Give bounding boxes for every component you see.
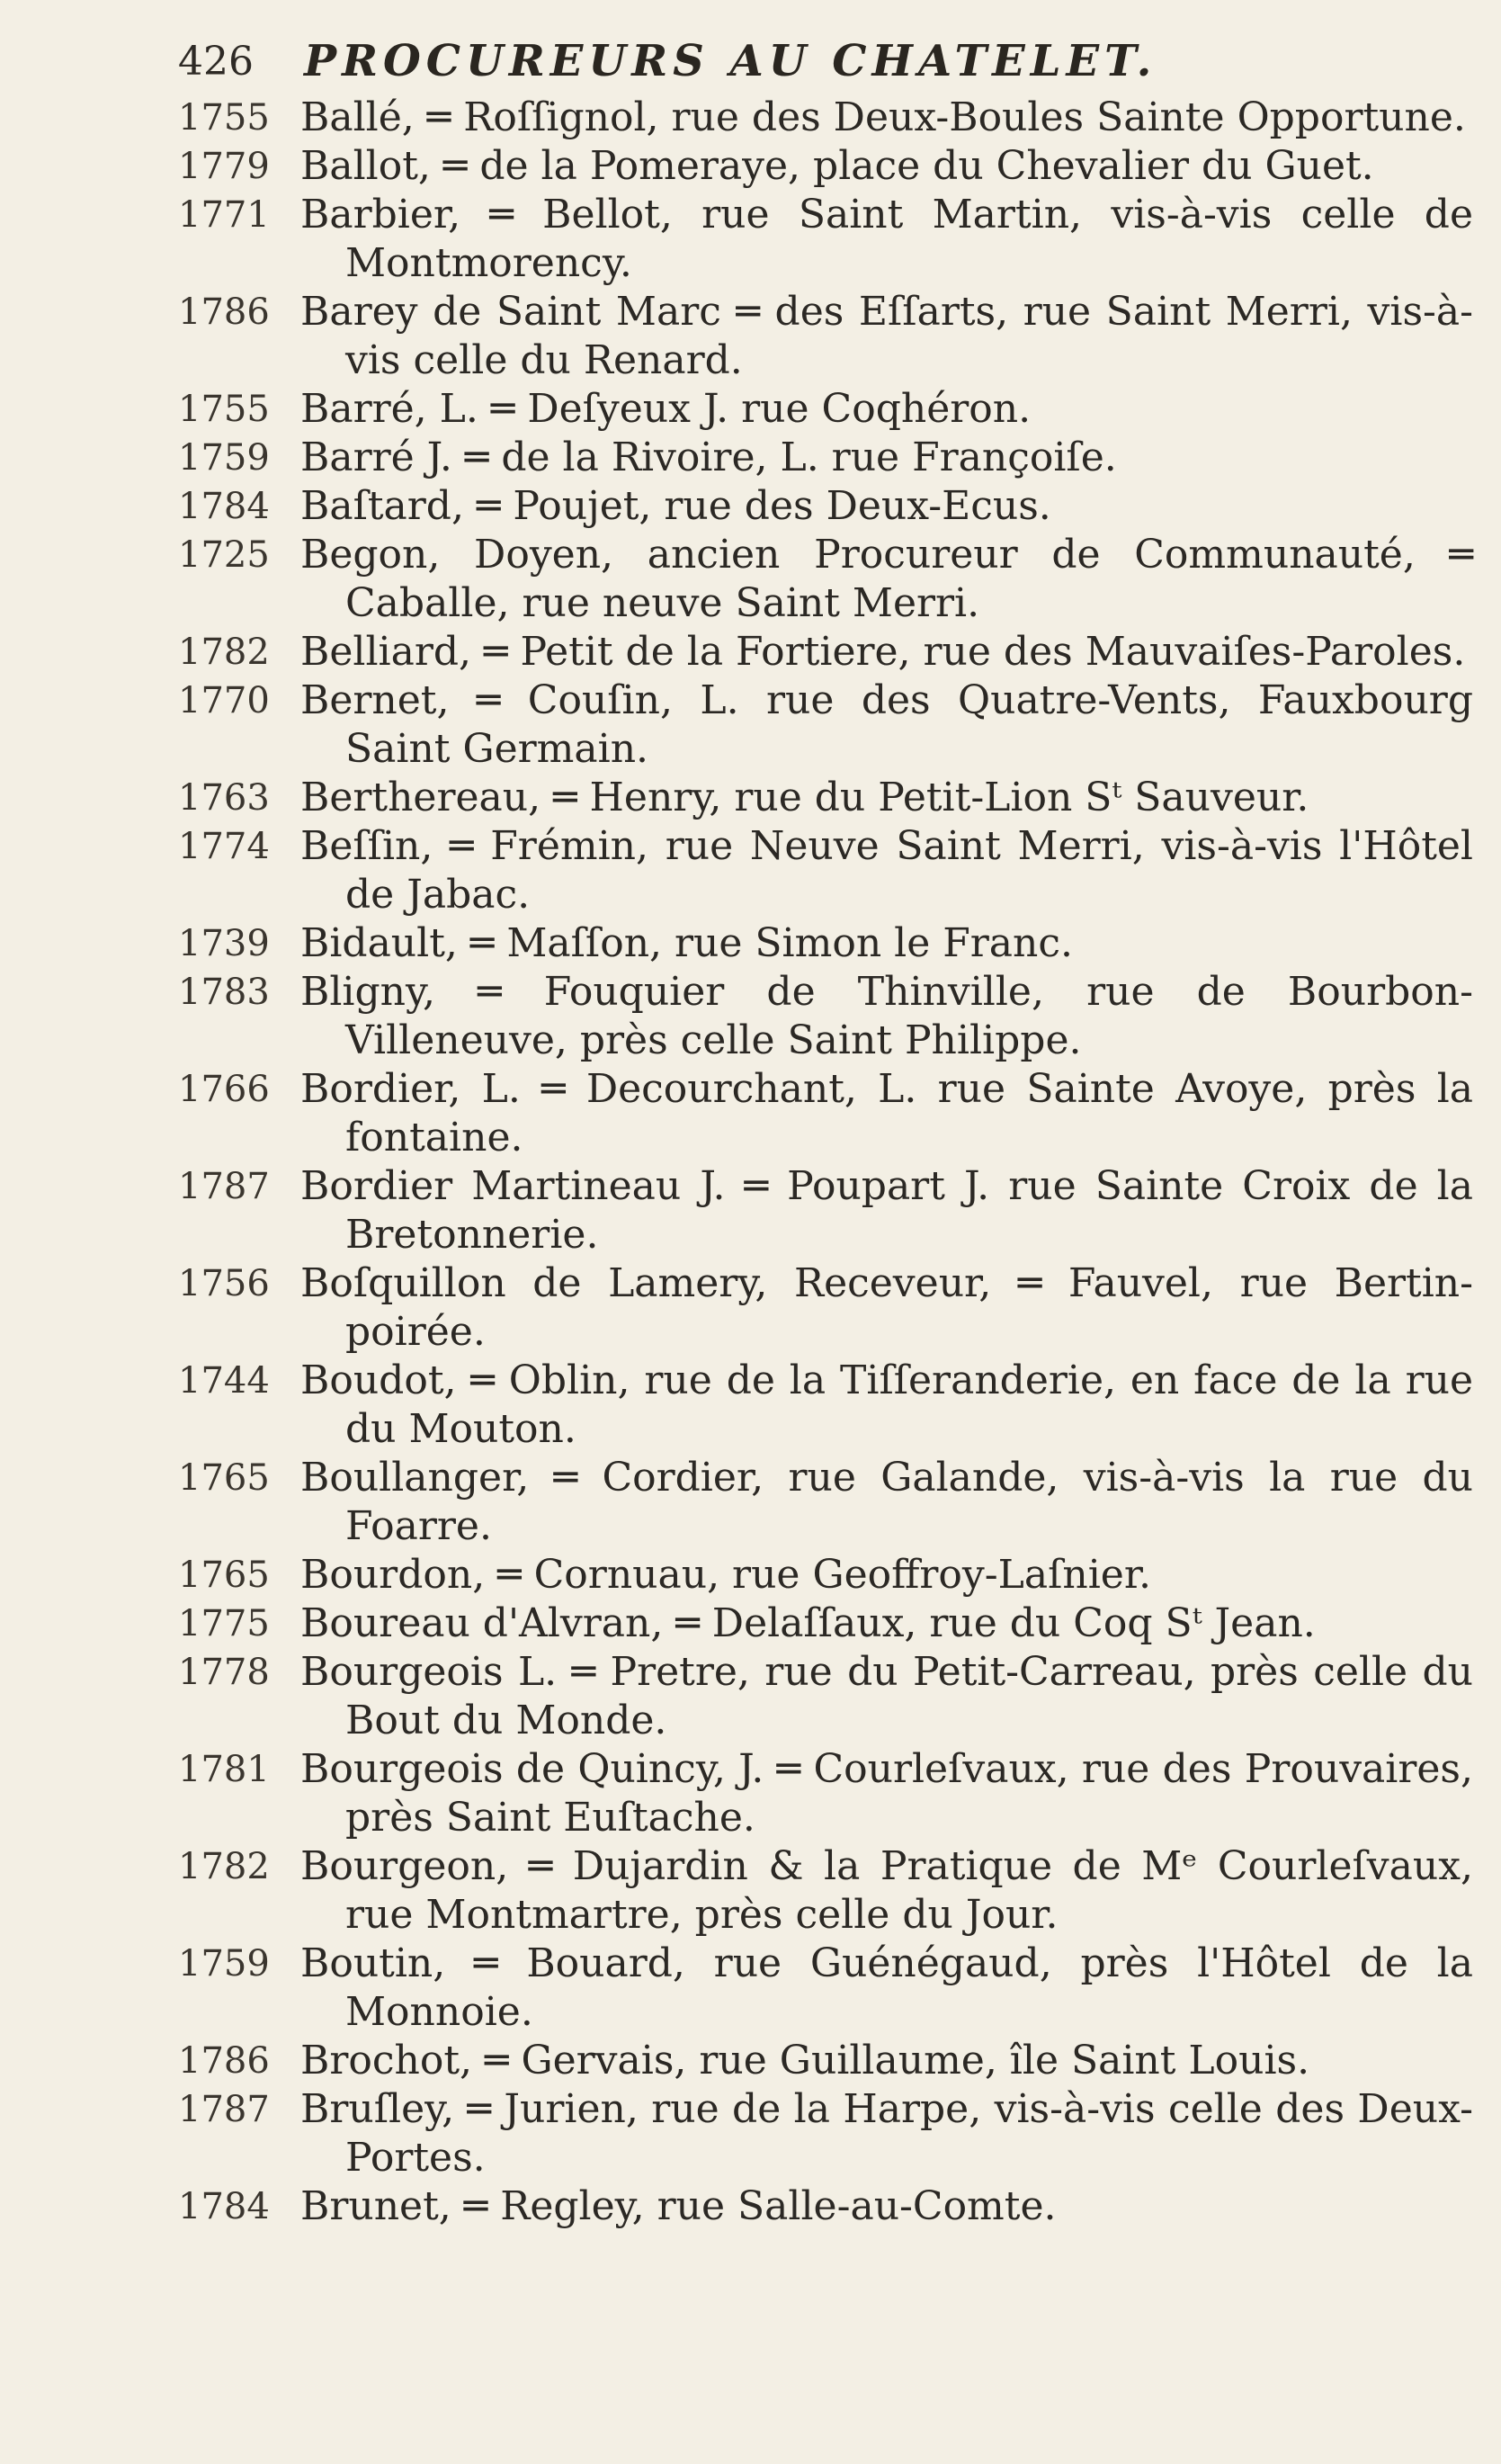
entry-year: 1756 bbox=[178, 1263, 270, 1304]
entry-year: 1775 bbox=[178, 1603, 270, 1644]
entry-year: 1744 bbox=[178, 1360, 270, 1402]
entry-text: Bourgeois de Quincy, J. ═ Courleſvaux, rue des Prouvaires, près Saint Euſtache. bbox=[300, 1746, 1473, 1841]
list-item bbox=[178, 2085, 1473, 2182]
entry-text: Ballé, ═ Roſſignol, rue des Deux-Boules Sainte Opportune. bbox=[300, 94, 1466, 140]
entry-year: 1759 bbox=[178, 437, 270, 479]
entry-text: Barré, L. ═ Deſyeux J. rue Coqhéron. bbox=[300, 386, 1032, 432]
list-item bbox=[178, 191, 1473, 288]
list-item bbox=[178, 1162, 1473, 1259]
list-item bbox=[178, 919, 1473, 968]
entry-year: 1784 bbox=[178, 2186, 270, 2227]
entry-year: 1755 bbox=[178, 97, 270, 139]
entry-year: 1787 bbox=[178, 2089, 270, 2130]
list-item bbox=[178, 1454, 1473, 1551]
entry-year: 1774 bbox=[178, 826, 270, 867]
entry-year: 1784 bbox=[178, 486, 270, 527]
entry-year: 1778 bbox=[178, 1652, 270, 1693]
entry-year: 1771 bbox=[178, 194, 270, 236]
entry-text: Barbier, ═ Bellot, rue Saint Martin, vis-à-vis celle de Montmorency. bbox=[300, 192, 1473, 286]
page-number: 426 bbox=[178, 38, 254, 85]
list-item bbox=[178, 1259, 1473, 1357]
entry-text: Ballot, ═ de la Pomeraye, place du Chevalier du Guet. bbox=[300, 143, 1374, 189]
entry-text: Bordier, L. ═ Decourchant, L. rue Sainte Avoye, près la fontaine. bbox=[300, 1066, 1473, 1160]
entry-year: 1770 bbox=[178, 680, 270, 721]
entry-year: 1779 bbox=[178, 146, 270, 187]
entry-text: Boudot, ═ Oblin, rue de la Tiſſeranderie, en face de la rue du Mouton. bbox=[300, 1357, 1473, 1452]
entry-text: Boureau d'Alvran, ═ Delaſſaux, rue du Coq Sᵗ Jean. bbox=[300, 1600, 1316, 1646]
entry-year: 1763 bbox=[178, 777, 270, 819]
entry-text: Bourdon, ═ Cornuau, rue Geoffroy-Laſnier. bbox=[300, 1552, 1151, 1598]
list-item bbox=[178, 385, 1473, 434]
list-item bbox=[178, 434, 1473, 482]
entry-text: Barey de Saint Marc ═ des Eſſarts, rue Saint Merri, vis-à-vis celle du Renard. bbox=[300, 289, 1473, 383]
list-item bbox=[178, 1842, 1473, 1940]
list-item bbox=[178, 482, 1473, 531]
entry-year: 1755 bbox=[178, 389, 270, 430]
list-item bbox=[178, 2182, 1473, 2231]
entry-text: Bidault, ═ Maſſon, rue Simon le Franc. bbox=[300, 920, 1074, 966]
entry-year: 1783 bbox=[178, 972, 270, 1013]
entry-text: Beſſin, ═ Frémin, rue Neuve Saint Merri, vis-à-vis l'Hôtel de Jabac. bbox=[300, 823, 1473, 918]
entry-text: Berthereau, ═ Henry, rue du Petit-Lion Sᵗ Sauveur. bbox=[300, 775, 1309, 820]
entry-year: 1782 bbox=[178, 632, 270, 673]
entry-text: Brochot, ═ Gervais, rue Guillaume, île Saint Louis. bbox=[300, 2038, 1310, 2083]
entry-text: Brunet, ═ Regley, rue Salle-au-Comte. bbox=[300, 2183, 1057, 2229]
entry-text: Belliard, ═ Petit de la Fortiere, rue des Mauvaiſes-Paroles. bbox=[300, 629, 1466, 675]
list-item bbox=[178, 822, 1473, 919]
entry-year: 1766 bbox=[178, 1069, 270, 1110]
list-item bbox=[178, 1745, 1473, 1842]
page-header bbox=[178, 25, 1473, 97]
list-item bbox=[178, 1551, 1473, 1599]
list-item bbox=[178, 288, 1473, 385]
entry-text: Begon, Doyen, ancien Procureur de Communauté, ═ Caballe, rue neuve Saint Merri. bbox=[300, 532, 1473, 626]
list-item bbox=[178, 628, 1473, 676]
entry-list bbox=[178, 94, 1473, 2231]
entry-text: Bourgeon, ═ Dujardin & la Pratique de Mᵉ Courleſvaux, rue Montmartre, près celle du Jour. bbox=[300, 1843, 1473, 1938]
entry-year: 1765 bbox=[178, 1555, 270, 1596]
list-item bbox=[178, 2037, 1473, 2085]
entry-year: 1765 bbox=[178, 1457, 270, 1499]
entry-year: 1787 bbox=[178, 1166, 270, 1207]
entry-year: 1739 bbox=[178, 923, 270, 964]
list-item bbox=[178, 1599, 1473, 1648]
entry-text: Bourgeois L. ═ Pretre, rue du Petit-Carreau, près celle du Bout du Monde. bbox=[300, 1649, 1473, 1743]
list-item bbox=[178, 1940, 1473, 2037]
list-item bbox=[178, 1648, 1473, 1745]
entry-year: 1786 bbox=[178, 2040, 270, 2082]
entry-text: Bruſley, ═ Jurien, rue de la Harpe, vis-à-vis celle des Deux-Portes. bbox=[300, 2086, 1473, 2181]
list-item bbox=[178, 1065, 1473, 1162]
entry-text: Bordier Martineau J. ═ Poupart J. rue Sainte Croix de la Bretonnerie. bbox=[300, 1163, 1473, 1258]
list-item bbox=[178, 968, 1473, 1065]
entry-text: Boullanger, ═ Cordier, rue Galande, vis-à-vis la rue du Foarre. bbox=[300, 1455, 1473, 1549]
list-item bbox=[178, 774, 1473, 822]
entry-text: Boutin, ═ Bouard, rue Guénégaud, près l'Hôtel de la Monnoie. bbox=[300, 1940, 1473, 2035]
entry-text: Barré J. ═ de la Rivoire, L. rue Françoiſe. bbox=[300, 435, 1117, 480]
list-item bbox=[178, 1357, 1473, 1454]
list-item bbox=[178, 142, 1473, 191]
list-item bbox=[178, 676, 1473, 774]
list-item bbox=[178, 531, 1473, 628]
entry-year: 1786 bbox=[178, 291, 270, 333]
entry-text: Boſquillon de Lamery, Receveur, ═ Fauvel, rue Bertin-poirée. bbox=[300, 1260, 1473, 1355]
entry-year: 1781 bbox=[178, 1749, 270, 1790]
running-head: PROCUREURS AU CHATELET. bbox=[304, 36, 1157, 86]
entry-text: Baſtard, ═ Poujet, rue des Deux-Ecus. bbox=[300, 483, 1051, 529]
entry-year: 1782 bbox=[178, 1846, 270, 1887]
list-item bbox=[178, 94, 1473, 142]
entry-text: Bligny, ═ Fouquier de Thinville, rue de Bourbon-Villeneuve, près celle Saint Philippe. bbox=[300, 969, 1473, 1063]
entry-year: 1759 bbox=[178, 1943, 270, 1985]
entry-year: 1725 bbox=[178, 534, 270, 576]
entry-text: Bernet, ═ Couſin, L. rue des Quatre-Vents, Fauxbourg Saint Germain. bbox=[300, 677, 1473, 772]
